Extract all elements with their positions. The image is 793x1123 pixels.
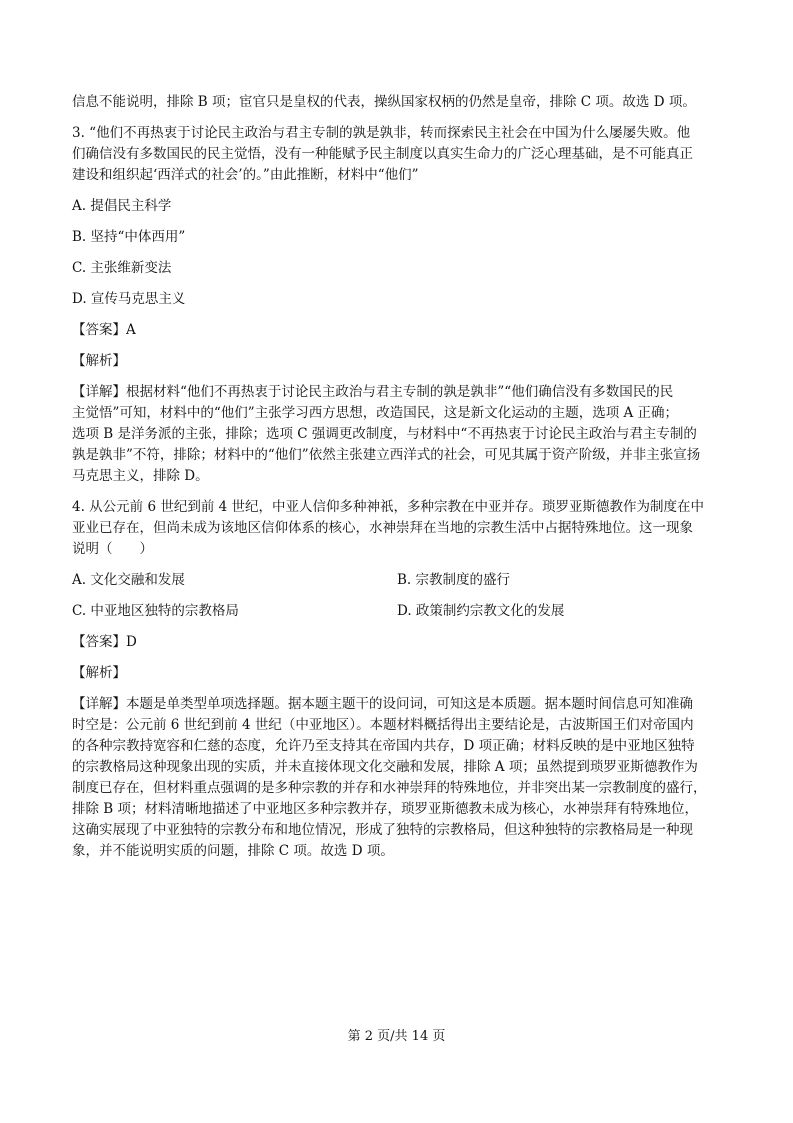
text-line: 的各种宗教持宽容和仁慈的态度，允许乃至支持其在帝国内共存，D 项正确；材料反映的是中亚地区独特	[72, 738, 695, 754]
text-line: 【详解】根据材料“他们不再热衷于讨论民主政治与君主专制的孰是孰非”“他们确信没有多数国民的民	[72, 384, 674, 400]
question-4-answer: 【答案】D	[72, 634, 137, 650]
question-3-analysis-label: 【解析】	[72, 353, 126, 369]
question-3-answer: 【答案】A	[72, 322, 136, 338]
option-d: D. 宣传马克思主义	[72, 291, 186, 307]
question-4-stem	[72, 497, 722, 560]
text-line: 建设和组织起‘西洋式的社会’的。”由此推断，材料中“他们”	[72, 167, 419, 183]
option-c: C. 主张维新变法	[72, 260, 172, 276]
question-4-analysis-label: 【解析】	[72, 665, 126, 681]
text-line: 制度已存在，但材料重点强调的是多种宗教的并存和水神崇拜的特殊地位，并非突出某一宗教制度的盛行，	[72, 780, 707, 796]
text-line: 信息不能说明，排除 B 项；宦官只是皇权的代表，操纵国家权柄的仍然是皇帝，排除 C 项。故选 D 项。	[72, 94, 696, 110]
text-line: 排除 B 项；材料清晰地描述了中亚地区多种宗教并存，琐罗亚斯德教未成为核心，水神崇拜有特殊地位，	[72, 801, 699, 817]
question-3-stem	[72, 123, 722, 186]
question-4-detail	[72, 694, 722, 862]
text-line: 3. “他们不再热衷于讨论民主政治与君主专制的孰是孰非，转而探索民主社会在中国为什么屡屡失败。他	[72, 125, 691, 141]
question-4-options	[72, 570, 722, 632]
text-line: 亚业已存在，但尚未成为该地区信仰体系的核心，水神崇拜在当地的宗教生活中占据特殊地位。这一现象	[72, 520, 693, 536]
options-row	[72, 570, 722, 601]
text-line: 选项 B 是洋务派的主张，排除；选项 C 强调更改制度，与材料中“不再热衷于讨论民主政治与君主专制的	[72, 426, 697, 442]
question-3-options	[72, 196, 722, 320]
text-line: 【详解】本题是单类型单项选择题。据本题主题干的设问词，可知这是本质题。据本题时间信息可知准确	[72, 696, 693, 712]
text-line: 4. 从公元前 6 世纪到前 4 世纪，中亚人信仰多种神祇，多种宗教在中亚并存。琐罗亚斯德教作为制度在中	[72, 499, 705, 515]
text-line: 孰是孰非”不符，排除；材料中的“他们”依然主张建立西洋式的社会，可见其属于资产阶级，并非主张宣扬	[72, 447, 701, 463]
text-line: 的宗教格局这种现象出现的实质，并未直接体现文化交融和发展，排除 A 项；虽然提到琐罗亚斯德教作为	[72, 759, 698, 775]
options-row	[72, 601, 722, 632]
text-line: 主觉悟”可知，材料中的“他们”主张学习西方思想，改造国民，这是新文化运动的主题，选项 A 正确；	[72, 405, 679, 421]
option-d: D. 政策制约宗教文化的发展	[397, 603, 565, 619]
question-3-detail	[72, 382, 722, 487]
option-b: B. 宗教制度的盛行	[397, 572, 511, 588]
text-line: 们确信没有多数国民的民主觉悟，没有一种能赋予民主制度以真实生命力的广泛心理基础，是不可能真正	[72, 146, 693, 162]
text-line: 马克思主义，排除 D。	[72, 468, 209, 484]
page-content	[72, 92, 722, 872]
text-line: 这确实展现了中亚独特的宗教分布和地位情况，形成了独特的宗教格局，但这种独特的宗教格局是一种现	[72, 822, 693, 838]
option-c: C. 中亚地区独特的宗教格局	[72, 603, 239, 619]
option-b: B. 坚持“中体西用”	[72, 229, 186, 245]
page-footer: 第 2 页/共 14 页	[347, 1029, 446, 1044]
option-a: A. 文化交融和发展	[72, 572, 185, 588]
previous-question-tail	[72, 92, 722, 113]
option-a: A. 提倡民主科学	[72, 198, 172, 214]
text-line: 象，并不能说明实质的问题，排除 C 项。故选 D 项。	[72, 843, 394, 859]
text-line: 说明（ ）	[72, 541, 153, 557]
text-line: 时空是：公元前 6 世纪到前 4 世纪（中亚地区）。本题材料概括得出主要结论是，古波斯国王们对帝国内	[72, 717, 694, 733]
